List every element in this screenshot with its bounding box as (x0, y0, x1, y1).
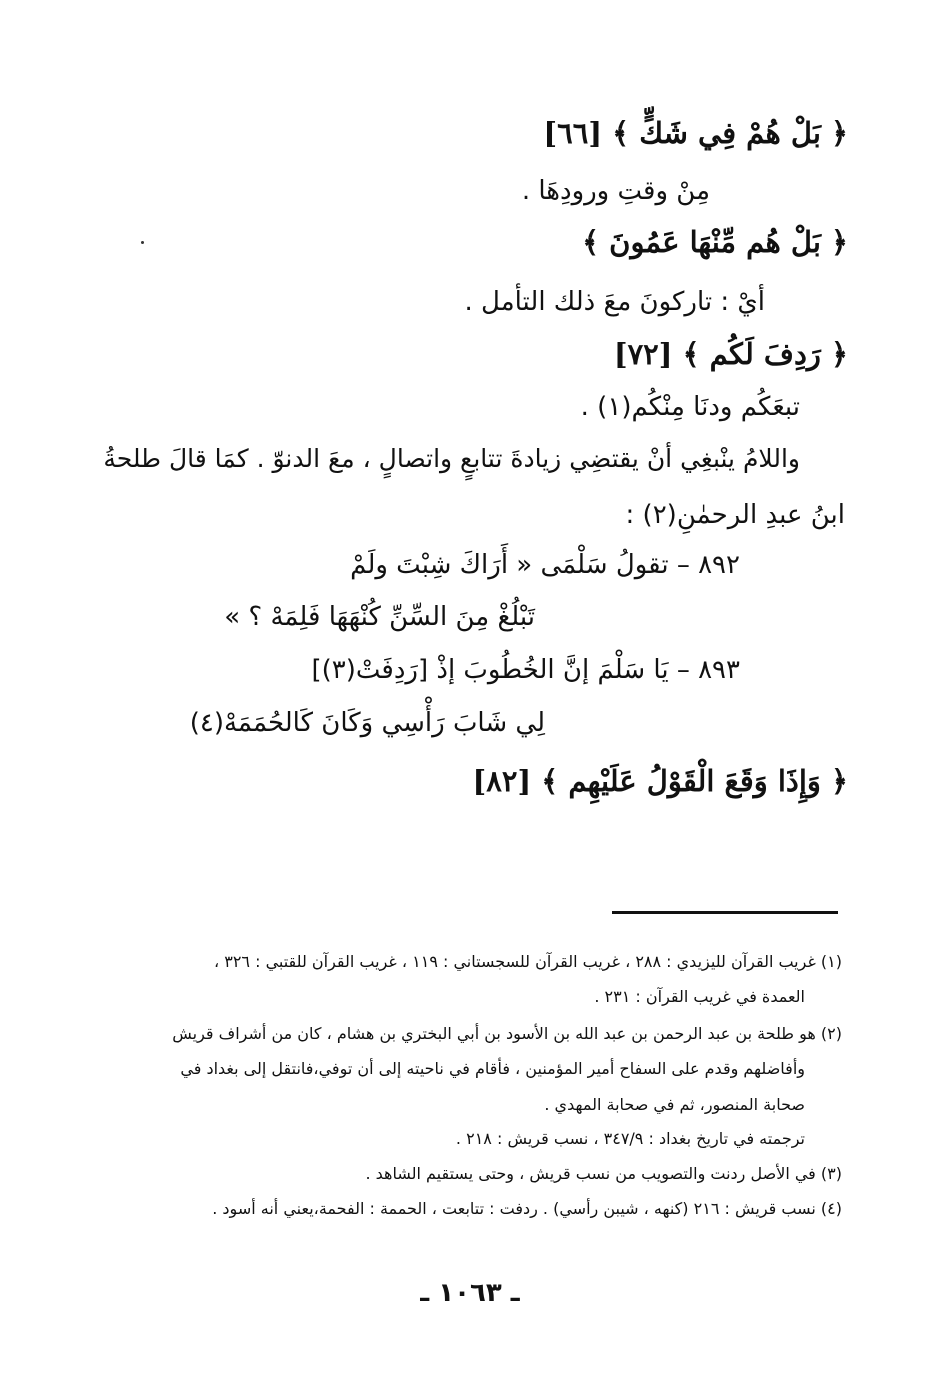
footnote-2-ref: ترجمته في تاريخ بغداد : ٣٤٧/٩ ، نسب قريش : ٢١٨ . (455, 1129, 805, 1148)
footnote-2: (٢) هو طلحة بن عبد الرحمن بن عبد الله بن الأسود بن أبي البختري بن هشام ، كان من أشراف قريش (172, 1024, 842, 1043)
footnote-1-cont: العمدة في غريب القرآن : ٢٣١ . (594, 987, 805, 1006)
footnote-1: (١) غريب القرآن لليزيدي : ٢٨٨ ، غريب القرآن للسجستاني : ١١٩ ، غريب القرآن للقتبي : ٣٢٦ ، (213, 952, 842, 971)
speck (141, 241, 144, 244)
footnote-2-cont: وأفاضلهم وقدم على السفاح أمير المؤمنين ، فأقام في ناحيته إلى أن توفي،فانتقل إلى بغداد في (180, 1059, 805, 1078)
poem-line-892: ٨٩٢ – تقولُ سَلْمَى « أَرَاكَ شِبْتَ ولَمْ (350, 550, 740, 580)
footnote-2-cont: صحابة المنصور، ثم في صحابة المهدي . (544, 1095, 805, 1114)
commentary-paragraph: واللامُ ينْبغِي أنْ يقتضِي زيادةَ تتابعٍ واتصالٍ ، معَ الدنوّ . كمَا قالَ طلحةُ (103, 444, 800, 473)
quran-verse-72: ﴿ رَدِفَ لَكُم ﴾ [٧٢] (613, 337, 848, 371)
footnote-3: (٣) في الأصل ردنت والتصويب من نسب قريش ، وحتى يستقيم الشاهد . (365, 1164, 842, 1183)
poem-line-893b: لِي شَابَ رَأْسِي وَكَانَ كَالحُمَمَهْ(٤) (189, 708, 545, 738)
commentary-line: أيْ : تاركونَ معَ ذلك التأمل . (464, 287, 765, 317)
footnote-4: (٤) نسب قريش : ٢١٦ (كنهه ، شيبن رأسي) . ردفت : تتابعت ، الحممة : الفحمة،يعني أنه أسود . (212, 1199, 842, 1218)
commentary-line: مِنْ وقتِ ورودِهَا . (521, 176, 710, 206)
footnote-separator (612, 911, 838, 914)
poem-line-893: ٨٩٣ – يَا سَلْمَ إنَّ الخُطُوبَ إذْ [رَدِفَتْ(٣)] (311, 655, 740, 685)
quran-verse-66b: ﴿ بَلْ هُم مِّنْهَا عَمُونَ ﴾ (582, 225, 848, 259)
page-number: ـ ١٠٦٣ ـ (420, 1278, 520, 1308)
commentary-line: تبعَكُم ودنَا مِنْكُم(١) . (580, 392, 800, 422)
poem-line-892b: تَبْلُغْ مِنَ السِّنِّ كُنْهَهَا فَلِمَهْ ؟ » (224, 602, 535, 632)
commentary-line: ابنُ عبدِ الرحمٰنِ(٢) : (625, 500, 845, 530)
quran-verse-66: ﴿ بَلْ هُمْ فِي شَكٍّ ﴾ [٦٦] (543, 116, 848, 150)
quran-verse-82: ﴿ وَإِذَا وَقَعَ الْقَوْلُ عَلَيْهِم ﴾ [٨٢] (472, 764, 848, 798)
